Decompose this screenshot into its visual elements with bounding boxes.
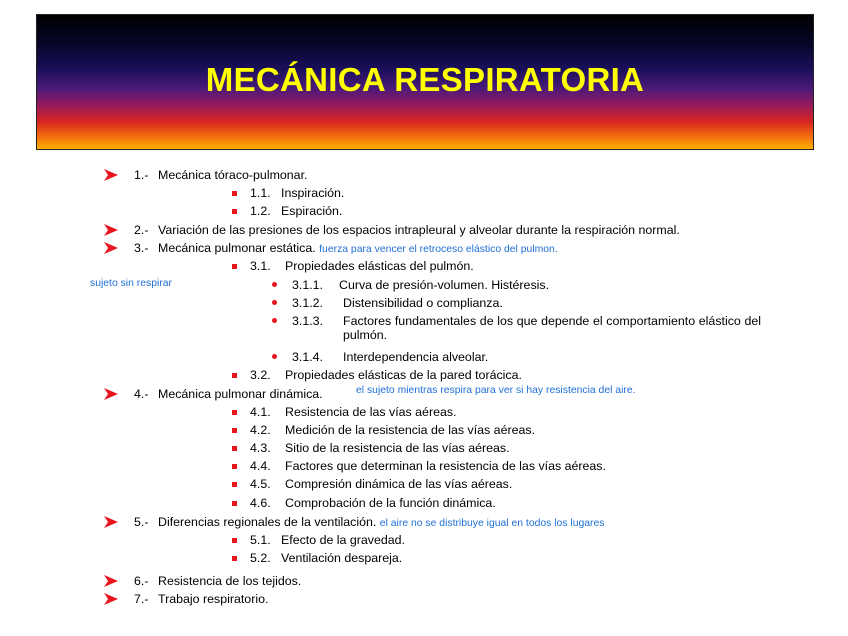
annotation-note: fuerza para vencer el retroceso elástico del pulmon. bbox=[319, 244, 558, 255]
list-item: 4.- Mecánica pulmonar dinámica. bbox=[134, 387, 323, 401]
list-item: 4.4. Factores que determinan la resistencia de las vías aéreas. bbox=[250, 459, 606, 473]
list-item: 1.2. Espiración. bbox=[250, 204, 343, 218]
list-item: 3.1. Propiedades elásticas del pulmón. bbox=[250, 259, 474, 273]
list-item: 4.1. Resistencia de las vías aéreas. bbox=[250, 405, 457, 419]
list-item: 3.- Mecánica pulmonar estática. fuerza para vencer el retroceso elástico del pulmon. bbox=[134, 241, 558, 255]
annotation-note: sujeto sin respirar bbox=[90, 278, 173, 289]
title-banner bbox=[36, 14, 814, 150]
list-item: 5.- Diferencias regionales de la ventilación. el aire no se distribuye igual en todos los lugares bbox=[134, 515, 605, 529]
list-item: Factores fundamentales de los que depende el comportamiento elástico del pulmón. bbox=[343, 314, 761, 342]
dot-bullet-icon bbox=[272, 300, 277, 305]
list-item: 4.5. Compresión dinámica de las vías aéreas. bbox=[250, 477, 513, 491]
page-title: MECÁNICA RESPIRATORIA bbox=[205, 61, 645, 98]
square-bullet-icon bbox=[232, 501, 237, 506]
arrow-bullet-icon bbox=[104, 224, 118, 236]
dot-bullet-icon bbox=[272, 318, 277, 323]
list-item: 4.2. Medición de la resistencia de las vías aéreas. bbox=[250, 423, 536, 437]
list-item: 4.6. Comprobación de la función dinámica. bbox=[250, 496, 496, 510]
list-item: 2.- Variación de las presiones de los espacios intrapleural y alveolar durante la respiración normal. bbox=[134, 223, 680, 237]
square-bullet-icon bbox=[232, 264, 237, 269]
list-item: 3.1.4. Interdependencia alveolar. bbox=[292, 350, 489, 364]
square-bullet-icon bbox=[232, 209, 237, 214]
square-bullet-icon bbox=[232, 410, 237, 415]
arrow-bullet-icon bbox=[104, 516, 118, 528]
annotation-note: el aire no se distribuye igual en todos los lugares bbox=[379, 518, 605, 529]
arrow-bullet-icon bbox=[104, 169, 118, 181]
list-item: 3.2. Propiedades elásticas de la pared torácica. bbox=[250, 368, 522, 382]
square-bullet-icon bbox=[232, 191, 237, 196]
list-item: 4.3. Sitio de la resistencia de las vías aéreas. bbox=[250, 441, 510, 455]
list-item: 5.1. Efecto de la gravedad. bbox=[250, 533, 405, 547]
dot-bullet-icon bbox=[272, 282, 277, 287]
list-item-number: 3.1.3. bbox=[292, 314, 324, 328]
annotation-note: el sujeto mientras respira para ver si hay resistencia del aire. bbox=[356, 385, 636, 396]
arrow-bullet-icon bbox=[104, 242, 118, 254]
arrow-bullet-icon bbox=[104, 593, 118, 605]
list-item: 7.- Trabajo respiratorio. bbox=[134, 592, 269, 606]
list-item: 1.1. Inspiración. bbox=[250, 186, 345, 200]
square-bullet-icon bbox=[232, 556, 237, 561]
list-item: 1.- Mecánica tóraco-pulmonar. bbox=[134, 168, 308, 182]
square-bullet-icon bbox=[232, 428, 237, 433]
dot-bullet-icon bbox=[272, 354, 277, 359]
list-item: 3.1.2. Distensibilidad o complianza. bbox=[292, 296, 503, 310]
list-item: 3.1.1. Curva de presión-volumen. Histéresis. bbox=[292, 278, 550, 292]
list-item: 6.- Resistencia de los tejidos. bbox=[134, 574, 302, 588]
square-bullet-icon bbox=[232, 538, 237, 543]
arrow-bullet-icon bbox=[104, 388, 118, 400]
square-bullet-icon bbox=[232, 482, 237, 487]
square-bullet-icon bbox=[232, 464, 237, 469]
square-bullet-icon bbox=[232, 373, 237, 378]
square-bullet-icon bbox=[232, 446, 237, 451]
arrow-bullet-icon bbox=[104, 575, 118, 587]
list-item: 5.2. Ventilación despareja. bbox=[250, 551, 403, 565]
